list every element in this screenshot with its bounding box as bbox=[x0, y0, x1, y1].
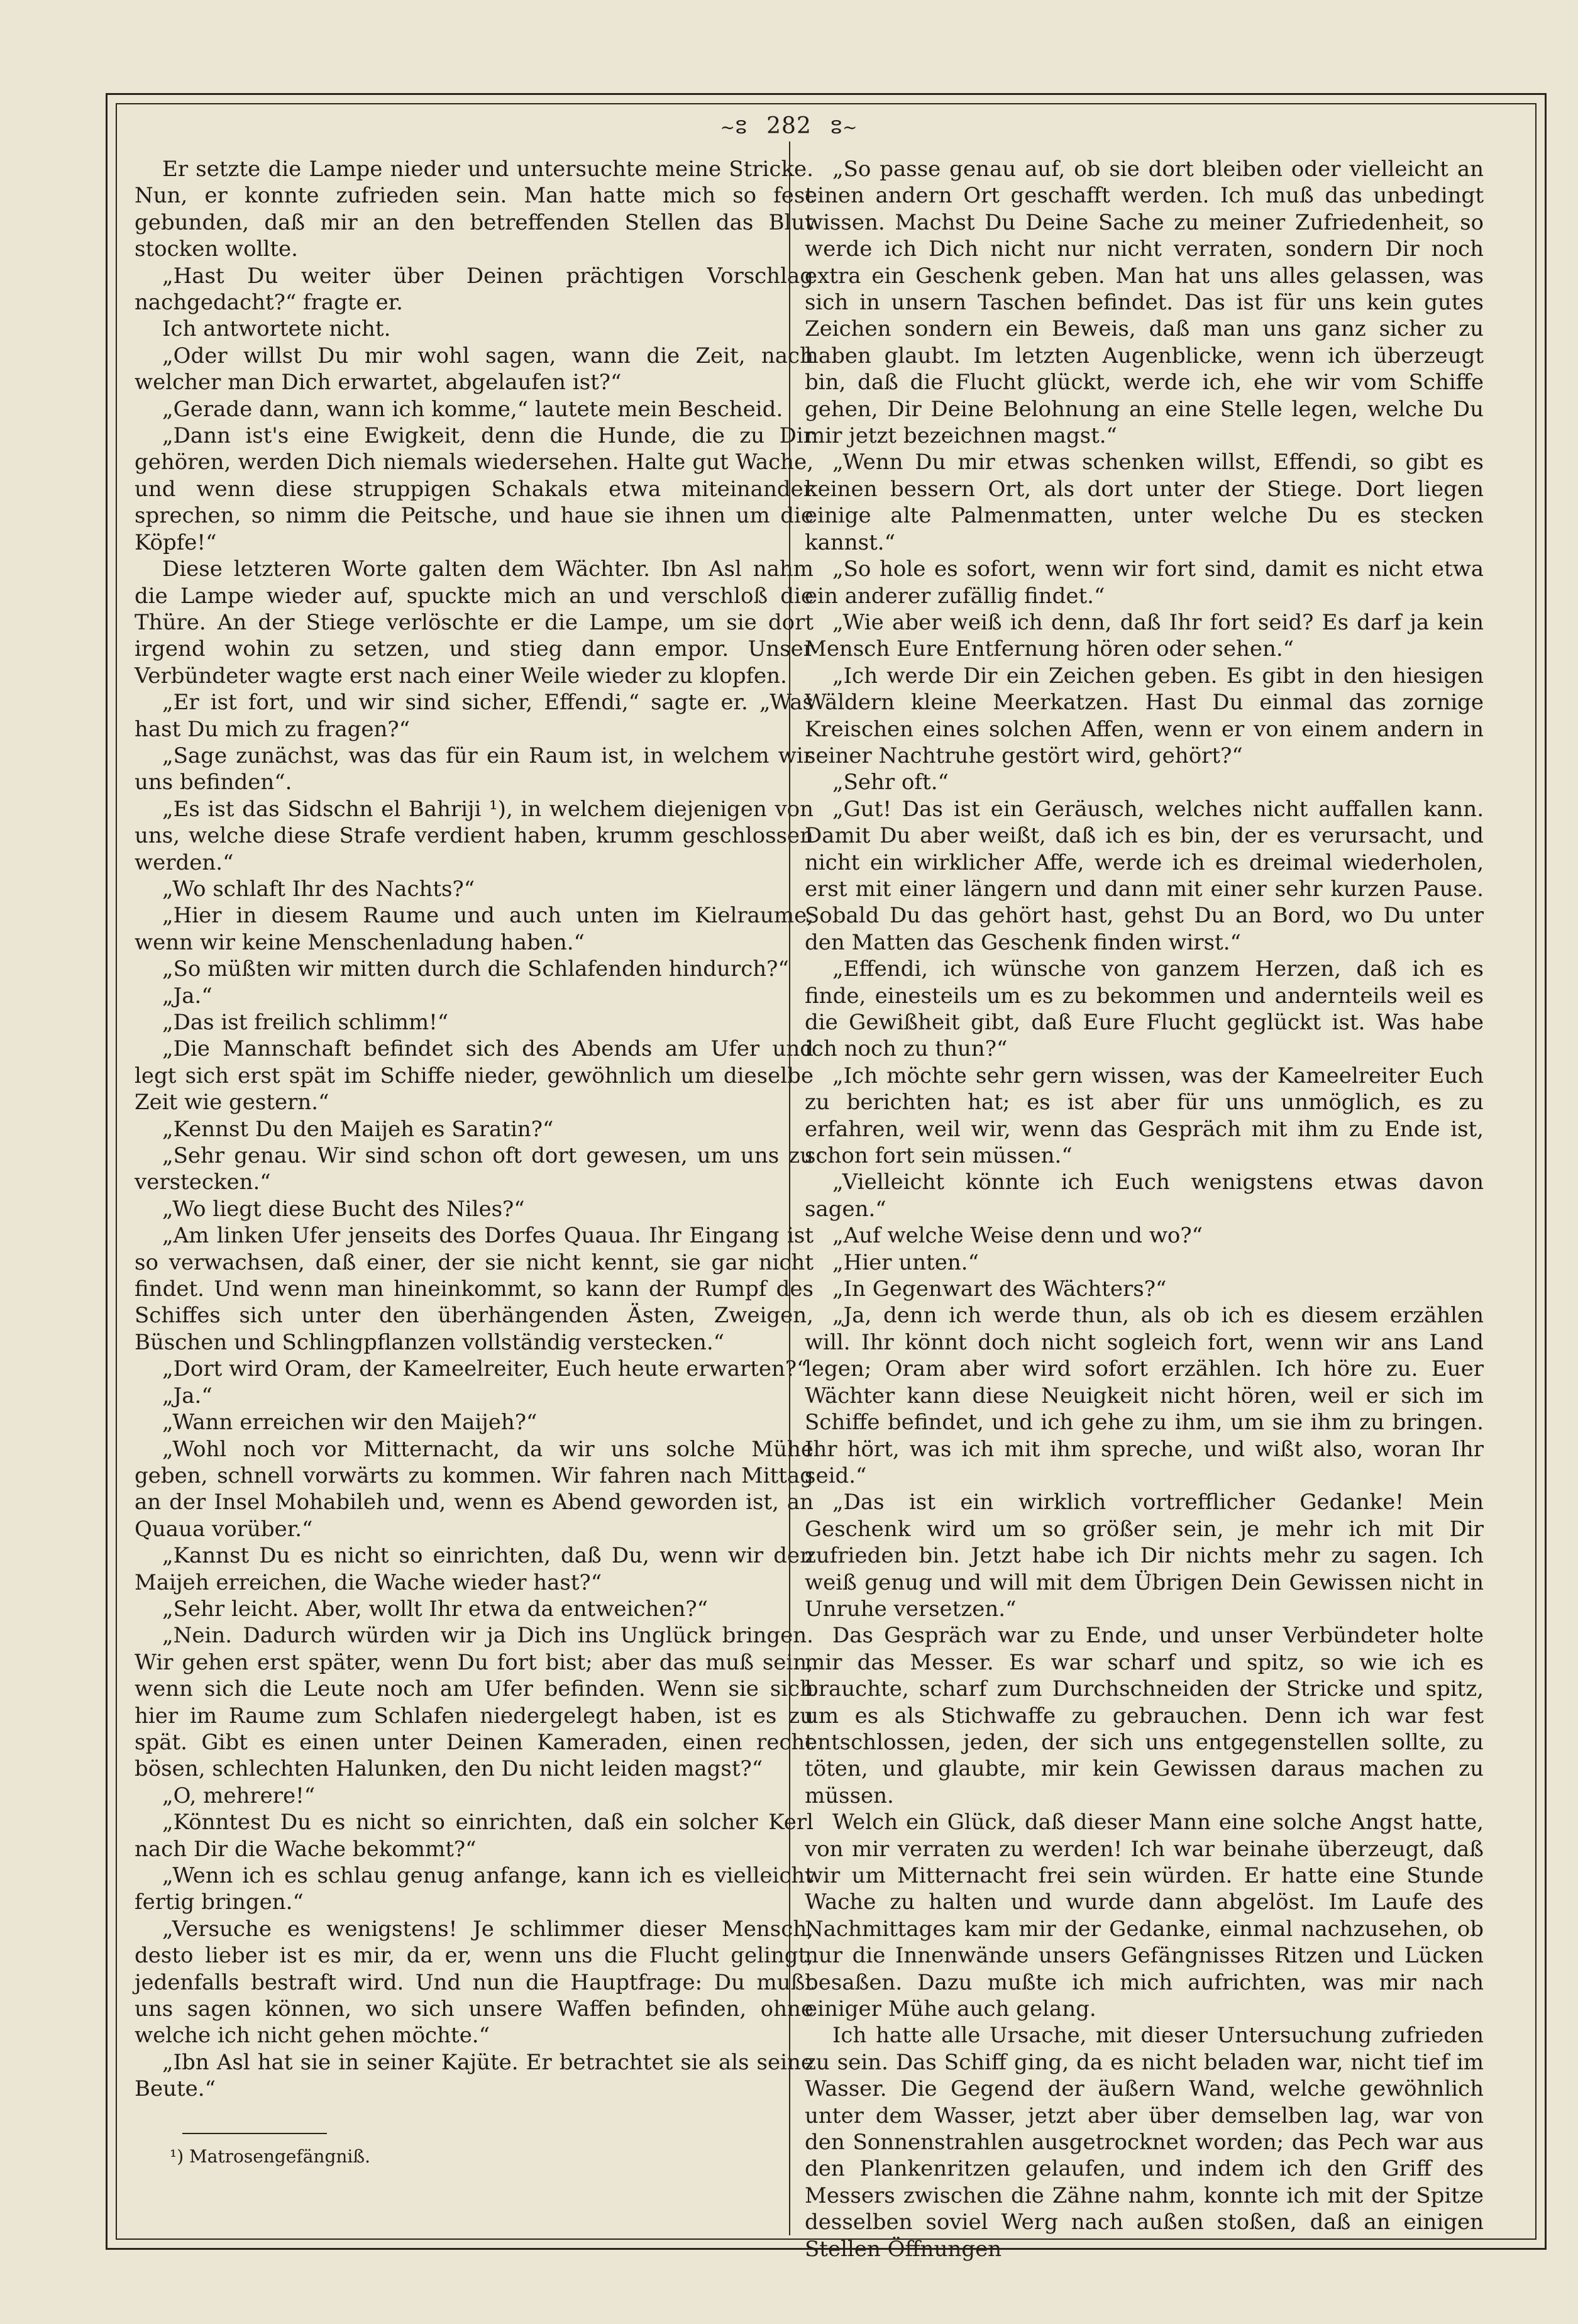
paragraph: „Ja.“ bbox=[162, 983, 212, 1009]
paragraph: „Dann ist's eine Ewigkeit, denn die Hunde, die zu Dir gehören, werden Dich niemals wiedersehen. Halte gut Wache, und wenn diese struppigen Schakals etwa miteinander sprechen, so nimm die Peitsche, und haue sie ihnen um die Köpfe!“ bbox=[135, 423, 814, 555]
paragraph: „Dort wird Oram, der Kameelreiter, Euch heute erwarten?“ bbox=[162, 1356, 808, 1382]
paragraph: „Hier unten.“ bbox=[832, 1249, 979, 1275]
paragraph: „Ich möchte sehr gern wissen, was der Kameelreiter Euch zu berichten hat; es ist aber für uns unmöglich, es zu erfahren, weil wir, wenn das Gespräch mit ihm zu Ende ist, schon fort sein müssen.“ bbox=[805, 1063, 1484, 1169]
paragraph: Ich antwortete nicht. bbox=[162, 316, 391, 342]
paragraph: „Nein. Dadurch würden wir ja Dich ins Unglück bringen. Wir gehen erst später, wenn Du fort bist; aber das muß sein, wenn sich die Leute noch am Ufer befinden. Wenn sie sich hier im Raume zum Schlafen niedergelegt haben, ist es zu spät. Gibt es einen unter Deinen Kameraden, einen recht bösen, schlechten Halunken, den Du nicht leiden magst?“ bbox=[135, 1623, 814, 1782]
paragraph: „Es ist das Sidschn el Bahriji ¹), in welchem diejenigen von uns, welche diese Strafe verdient haben, krumm geschlossen werden.“ bbox=[135, 796, 814, 875]
paragraph: „Sehr leicht. Aber, wollt Ihr etwa da entweichen?“ bbox=[162, 1596, 708, 1622]
left-column bbox=[135, 156, 814, 2103]
paragraph: „Wenn Du mir etwas schenken willst, Effendi, so gibt es keinen bessern Ort, als dort unter der Stiege. Dort liegen einige alte Palmenmatten, unter welche Du es stecken kannst.“ bbox=[805, 450, 1484, 555]
paragraph: „Gut! Das ist ein Geräusch, welches nicht auffallen kann. Damit Du aber weißt, daß ich es bin, der es verursacht, und nicht ein wirklicher Affe, werde ich es dreimal wiederholen, erst mit einer längern und dann mit einer sehr kurzen Pause. Sobald Du das gehört hast, gehst Du an Bord, wo Du unter den Matten das Geschenk finden wirst.“ bbox=[805, 796, 1484, 955]
paragraph: „Wo schlaft Ihr des Nachts?“ bbox=[162, 876, 475, 902]
paragraph: „Könntest Du es nicht so einrichten, daß ein solcher Kerl nach Dir die Wache bekommt?“ bbox=[135, 1810, 814, 1862]
paragraph: „Am linken Ufer jenseits des Dorfes Quaua. Ihr Eingang ist so verwachsen, daß einer, der sie nicht kennt, sie gar nicht findet. Und wenn man hineinkommt, so kann der Rumpf des Schiffes sich unter den überhängenden Ästen, Zweigen, Büschen und Schlingpflanzen vollständig verstecken.“ bbox=[135, 1223, 814, 1355]
paragraph: „Kannst Du es nicht so einrichten, daß Du, wenn wir den Maijeh erreichen, die Wache wieder hast?“ bbox=[135, 1543, 814, 1595]
page-number: 282 bbox=[766, 113, 812, 139]
paragraph: „Vielleicht könnte ich Euch wenigstens etwas davon sagen.“ bbox=[805, 1170, 1484, 1222]
paragraph: „Sage zunächst, was das für ein Raum ist, in welchem wir uns befinden“. bbox=[135, 743, 814, 795]
paragraph: „Wie aber weiß ich denn, daß Ihr fort seid? Es darf ja kein Mensch Eure Entfernung hören oder sehen.“ bbox=[805, 609, 1484, 662]
paragraph: „Ich werde Dir ein Zeichen geben. Es gibt in den hiesigen Wäldern kleine Meerkatzen. Hast Du einmal das zornige Kreischen eines solchen Affen, wenn er von einem andern in seiner Nachtruhe gestört wird, gehört?“ bbox=[805, 663, 1484, 768]
footnote: ¹) Matrosengefängniß. bbox=[170, 2146, 370, 2167]
page-header bbox=[0, 113, 1578, 139]
paragraph: Diese letzteren Worte galten dem Wächter. Ibn Asl nahm die Lampe wieder auf, spuckte mich an und verschloß die Thüre. An der Stiege verlöschte er die Lampe, um sie dort irgend wohin zu setzen, und stieg dann empor. Unser Verbündeter wagte erst nach einer Weile wieder zu klopfen. bbox=[135, 556, 814, 689]
paragraph: „So passe genau auf, ob sie dort bleiben oder vielleicht an einen andern Ort geschafft werden. Ich muß das unbedingt wissen. Machst Du Deine Sache zu meiner Zufriedenheit, so werde ich Dich nicht nur nicht verraten, sondern Dir noch extra ein Geschenk geben. Man hat uns alles gelassen, was sich in unsern Taschen befindet. Das ist für uns kein gutes Zeichen sondern ein Beweis, daß man uns ganz sicher zu haben glaubt. Im letzten Augenblicke, wenn ich überzeugt bin, daß die Flucht glückt, werde ich, ehe wir vom Schiffe gehen, Dir Deine Belohnung an eine Stelle legen, welche Du mir jetzt bezeichnen magst.“ bbox=[805, 157, 1484, 449]
paragraph: „Wohl noch vor Mitternacht, da wir uns solche Mühe geben, schnell vorwärts zu kommen. Wir fahren nach Mittag an der Insel Mohabileh und, wenn es Abend geworden ist, an Quaua vorüber.“ bbox=[135, 1436, 814, 1542]
paragraph: „Ja, denn ich werde thun, als ob ich es diesem erzählen will. Ihr könnt doch nicht sogleich fort, wenn wir ans Land legen; Oram aber wird sofort erzählen. Ich höre zu. Euer Wächter kann diese Neuigkeit nicht hören, weil er sich im Schiffe befindet, und ich gehe zu ihm, um sie ihm zu bringen. Ihr hört, was ich mit ihm spreche, und wißt also, woran Ihr seid.“ bbox=[805, 1303, 1484, 1488]
right-column bbox=[805, 156, 1484, 2262]
paragraph: „Hier in diesem Raume und auch unten im Kielraume, wenn wir keine Menschenladung haben.“ bbox=[135, 903, 814, 955]
paragraph: Ich hatte alle Ursache, mit dieser Untersuchung zufrieden zu sein. Das Schiff ging, da es nicht beladen war, nicht tief im Wasser. Die Gegend der äußern Wand, welche gewöhnlich unter dem Wasser, jetzt aber über demselben lag, war von den Sonnenstrahlen ausgetrocknet worden; das Pech war aus den Plankenritzen gelaufen, und indem ich den Griff des Messers zwischen die Zähne nahm, konnte ich mit der Spitze desselben soviel Werg nach außen stoßen, daß an einigen Stellen Öffnungen bbox=[805, 2023, 1484, 2262]
paragraph: „Die Mannschaft befindet sich des Abends am Ufer und legt sich erst spät im Schiffe nieder, gewöhnlich um dieselbe Zeit wie gestern.“ bbox=[135, 1036, 814, 1115]
paragraph: Das Gespräch war zu Ende, und unser Verbündeter holte mir das Messer. Es war scharf und spitz, so wie ich es brauchte, scharf zum Durchschneiden der Stricke und spitz, um es als Stichwaffe zu gebrauchen. Denn ich war fest entschlossen, jeden, der sich uns entgegenstellen sollte, zu töten, und glaubte, mir kein Gewissen daraus machen zu müssen. bbox=[805, 1623, 1484, 1808]
paragraph: „Sehr genau. Wir sind schon oft dort gewesen, um uns zu verstecken.“ bbox=[135, 1143, 814, 1195]
paragraph: „Gerade dann, wann ich komme,“ lautete mein Bescheid. bbox=[162, 396, 783, 422]
paragraph: „Ja.“ bbox=[162, 1383, 212, 1408]
paragraph: „So hole es sofort, wenn wir fort sind, damit es nicht etwa ein anderer zufällig findet.“ bbox=[805, 556, 1484, 609]
footnote-rule bbox=[182, 2133, 327, 2134]
paragraph: „Wenn ich es schlau genug anfange, kann ich es vielleicht fertig bringen.“ bbox=[135, 1863, 814, 1915]
paragraph: „Das ist freilich schlimm!“ bbox=[162, 1010, 449, 1035]
paragraph: „Versuche es wenigstens! Je schlimmer dieser Mensch, desto lieber ist es mir, da er, wenn uns die Flucht gelingt, jedenfalls bestraft wird. Und nun die Hauptfrage: Du mußt uns sagen können, wo sich unsere Waffen befinden, ohne welche ich nicht gehen möchte.“ bbox=[135, 1916, 814, 2049]
paragraph: Welch ein Glück, daß dieser Mann eine solche Angst hatte, von mir verraten zu werden! Ich war beinahe überzeugt, daß wir um Mitternacht frei sein würden. Er hatte eine Stunde Wache zu halten und wurde dann abgelöst. Im Laufe des Nachmittages kam mir der Gedanke, einmal nachzusehen, ob nur die Innenwände unsers Gefängnisses Ritzen und Lücken besaßen. Dazu mußte ich mich aufrichten, was mir nach einiger Mühe auch gelang. bbox=[805, 1810, 1484, 2022]
paragraph: „Hast Du weiter über Deinen prächtigen Vorschlag nachgedacht?“ fragte er. bbox=[135, 263, 814, 316]
paragraph: „Ibn Asl hat sie in seiner Kajüte. Er betrachtet sie als seine Beute.“ bbox=[135, 2049, 814, 2102]
paragraph: „Auf welche Weise denn und wo?“ bbox=[832, 1223, 1203, 1249]
paragraph: „Effendi, ich wünsche von ganzem Herzen, daß ich es finde, einesteils um es zu bekommen und andernteils weil es die Gewißheit gibt, daß Eure Flucht geglückt ist. Was habe ich noch zu thun?“ bbox=[805, 956, 1484, 1062]
paragraph: „Oder willst Du mir wohl sagen, wann die Zeit, nach welcher man Dich erwartet, abgelaufen ist?“ bbox=[135, 343, 814, 396]
paragraph: „So müßten wir mitten durch die Schlafenden hindurch?“ bbox=[162, 956, 789, 982]
paragraph: „In Gegenwart des Wächters?“ bbox=[832, 1276, 1167, 1302]
paragraph: „O, mehrere!“ bbox=[162, 1783, 316, 1808]
paragraph: „Sehr oft.“ bbox=[832, 770, 949, 795]
header-ornament-right: ⵓ~ bbox=[830, 117, 858, 138]
paragraph: Er setzte die Lampe nieder und untersuchte meine Stricke. Nun, er konnte zufrieden sein. Man hatte mich so fest gebunden, daß mir an den betreffenden Stellen das Blut stocken wollte. bbox=[135, 157, 814, 262]
paragraph: „Wo liegt diese Bucht des Niles?“ bbox=[162, 1196, 525, 1222]
paragraph: „Das ist ein wirklich vortrefflicher Gedanke! Mein Geschenk wird um so größer sein, je mehr ich mit Dir zufrieden bin. Jetzt habe ich Dir nichts mehr zu sagen. Ich weiß genug und will mit dem Übrigen Dein Gewissen nicht in Unruhe versetzen.“ bbox=[805, 1490, 1484, 1622]
header-ornament-left: ~ⵓ bbox=[720, 117, 748, 138]
column-divider bbox=[789, 141, 790, 2235]
paragraph: „Er ist fort, und wir sind sicher, Effendi,“ sagte er. „Was hast Du mich zu fragen?“ bbox=[135, 690, 814, 742]
paragraph: „Wann erreichen wir den Maijeh?“ bbox=[162, 1410, 538, 1436]
paragraph: „Kennst Du den Maijeh es Saratin?“ bbox=[162, 1116, 554, 1142]
